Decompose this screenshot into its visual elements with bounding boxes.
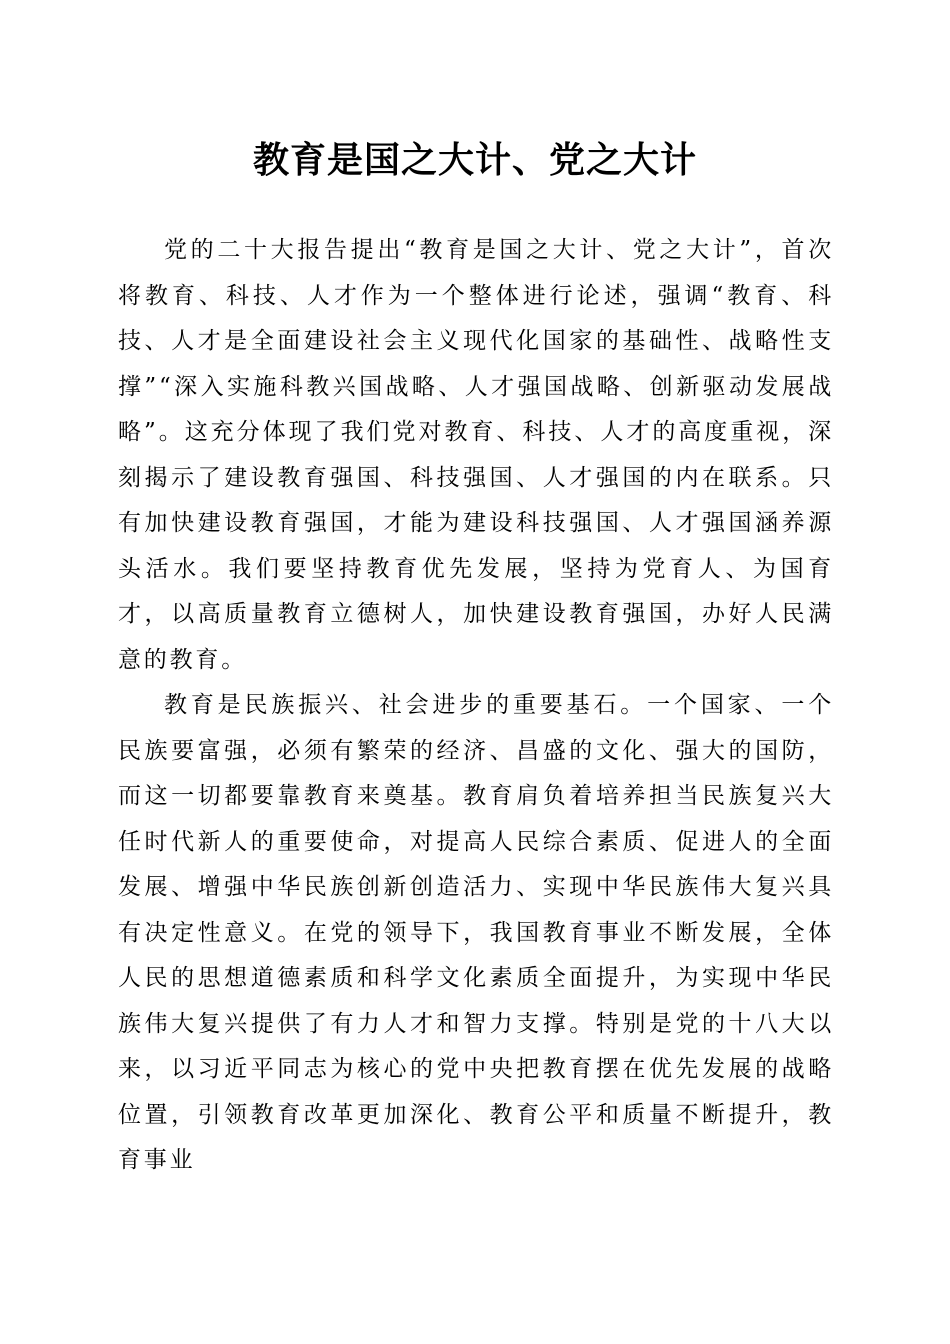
- paragraph-2: 教育是民族振兴、社会进步的重要基石。一个国家、一个民族要富强，必须有繁荣的经济、昌盛的文化、强大的国防，而这一切都要靠教育来奠基。教育肩负着培养担当民族复兴大任时代新人的重要使命，对提高人民综合素质、促进人的全面发展、增强中华民族创新创造活力、实现中华民族伟大复兴具有决定性意义。在党的领导下，我国教育事业不断发展，全体人民的思想道德素质和科学文化素质全面提升，为实现中华民族伟大复兴提供了有力人才和智力支撑。特别是党的十八大以来，以习近平同志为核心的党中央把教育摆在优先发展的战略位置，引领教育改革更加深化、教育公平和质量不断提升，教育事业: [118, 692, 834, 1173]
- document-title: 教育是国之大计、党之大计: [252, 139, 697, 181]
- document-body: [118, 228, 834, 1184]
- paragraph-1: 党的二十大报告提出“教育是国之大计、党之大计”，首次将教育、科技、人才作为一个整体进行论述，强调“教育、科技、人才是全面建设社会主义现代化国家的基础性、战略性支撑”“深入实施科教兴国战略、人才强国战略、创新驱动发展战略”。这充分体现了我们党对教育、科技、人才的高度重视，深刻揭示了建设教育强国、科技强国、人才强国的内在联系。只有加快建设教育强国，才能为建设科技强国、人才强国涵养源头活水。我们要坚持教育优先发展，坚持为党育人、为国育才，以高质量教育立德树人，加快建设教育强国，办好人民满意的教育。: [118, 237, 834, 673]
